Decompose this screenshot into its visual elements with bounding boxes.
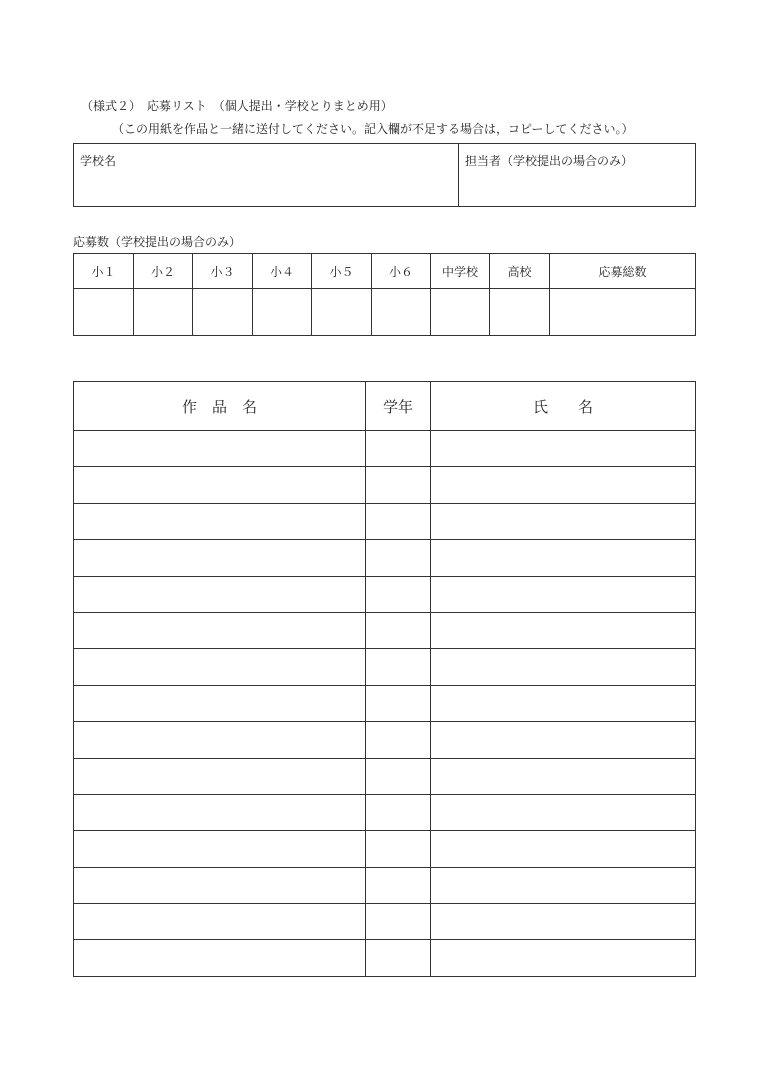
grade-cell[interactable] — [366, 758, 431, 794]
grade-cell[interactable] — [366, 576, 431, 612]
count-header-total: 応募総数 — [550, 254, 696, 289]
count-header-grade6: 小６ — [372, 254, 431, 289]
entry-row — [74, 540, 696, 576]
student-name-cell[interactable] — [431, 612, 696, 648]
grade-cell[interactable] — [366, 867, 431, 903]
grade-cell[interactable] — [366, 685, 431, 721]
form-title: （様式２） 応募リスト （個人提出・学校とりまとめ用） — [81, 99, 393, 113]
work-name-cell[interactable] — [74, 576, 366, 612]
entry-row — [74, 758, 696, 794]
student-name-cell[interactable] — [431, 940, 696, 976]
work-name-cell[interactable] — [74, 940, 366, 976]
grade-cell[interactable] — [366, 940, 431, 976]
count-cell-grade5[interactable] — [312, 289, 372, 336]
entry-row — [74, 940, 696, 976]
student-name-cell[interactable] — [431, 467, 696, 503]
entry-row — [74, 867, 696, 903]
entry-row — [74, 794, 696, 830]
count-header-grade1: 小１ — [74, 254, 134, 289]
school-name-field[interactable] — [74, 144, 459, 207]
work-name-cell[interactable] — [74, 503, 366, 539]
entry-row — [74, 649, 696, 685]
entry-row — [74, 576, 696, 612]
student-name-cell[interactable] — [431, 503, 696, 539]
entry-row — [74, 904, 696, 940]
work-name-cell[interactable] — [74, 867, 366, 903]
count-header-grade5: 小５ — [312, 254, 372, 289]
grade-cell[interactable] — [366, 540, 431, 576]
entry-table — [73, 381, 696, 977]
work-name-cell[interactable] — [74, 431, 366, 467]
grade-cell[interactable] — [366, 722, 431, 758]
count-cell-grade6[interactable] — [372, 289, 431, 336]
count-header-grade3: 小３ — [193, 254, 253, 289]
work-name-cell[interactable] — [74, 467, 366, 503]
grade-cell[interactable] — [366, 431, 431, 467]
student-name-cell[interactable] — [431, 758, 696, 794]
count-cell-high-school[interactable] — [490, 289, 550, 336]
form-note: （この用紙を作品と一緒に送付してください。記入欄が不足する場合は，コピーしてください。） — [112, 122, 634, 136]
grade-cell[interactable] — [366, 503, 431, 539]
work-name-cell[interactable] — [74, 685, 366, 721]
entry-row — [74, 831, 696, 867]
student-name-cell[interactable] — [431, 794, 696, 830]
student-name-cell[interactable] — [431, 431, 696, 467]
entry-row — [74, 685, 696, 721]
count-cell-grade3[interactable] — [193, 289, 253, 336]
work-name-cell[interactable] — [74, 794, 366, 830]
entry-row — [74, 612, 696, 648]
counts-section-label: 応募数（学校提出の場合のみ） — [73, 235, 242, 249]
count-header-grade4: 小４ — [253, 254, 312, 289]
student-name-cell[interactable] — [431, 649, 696, 685]
count-cell-grade1[interactable] — [74, 289, 134, 336]
grade-cell[interactable] — [366, 831, 431, 867]
count-header-junior-high: 中学校 — [431, 254, 490, 289]
count-header-grade2: 小２ — [134, 254, 193, 289]
school-info-table — [73, 143, 696, 207]
teacher-field[interactable] — [459, 144, 696, 207]
student-name-cell[interactable] — [431, 576, 696, 612]
student-name-cell[interactable] — [431, 904, 696, 940]
counts-table — [73, 253, 696, 336]
grade-cell[interactable] — [366, 794, 431, 830]
count-cell-grade2[interactable] — [134, 289, 193, 336]
student-name-cell[interactable] — [431, 722, 696, 758]
work-name-cell[interactable] — [74, 904, 366, 940]
entry-header-work-name: 作 品 名 — [74, 382, 366, 431]
entry-header-grade: 学年 — [366, 382, 431, 431]
count-cell-total[interactable] — [550, 289, 696, 336]
teacher-label: 担当者（学校提出の場合のみ） — [465, 154, 634, 168]
grade-cell[interactable] — [366, 467, 431, 503]
entry-header-name: 氏 名 — [431, 382, 696, 431]
grade-cell[interactable] — [366, 612, 431, 648]
entry-row — [74, 503, 696, 539]
student-name-cell[interactable] — [431, 831, 696, 867]
entry-row — [74, 431, 696, 467]
school-name-label: 学校名 — [80, 154, 117, 168]
count-header-high-school: 高校 — [490, 254, 550, 289]
work-name-cell[interactable] — [74, 831, 366, 867]
entry-row — [74, 722, 696, 758]
student-name-cell[interactable] — [431, 685, 696, 721]
work-name-cell[interactable] — [74, 722, 366, 758]
work-name-cell[interactable] — [74, 612, 366, 648]
student-name-cell[interactable] — [431, 540, 696, 576]
grade-cell[interactable] — [366, 904, 431, 940]
entry-row — [74, 467, 696, 503]
student-name-cell[interactable] — [431, 867, 696, 903]
work-name-cell[interactable] — [74, 649, 366, 685]
work-name-cell[interactable] — [74, 540, 366, 576]
work-name-cell[interactable] — [74, 758, 366, 794]
count-cell-grade4[interactable] — [253, 289, 312, 336]
grade-cell[interactable] — [366, 649, 431, 685]
count-cell-junior-high[interactable] — [431, 289, 490, 336]
